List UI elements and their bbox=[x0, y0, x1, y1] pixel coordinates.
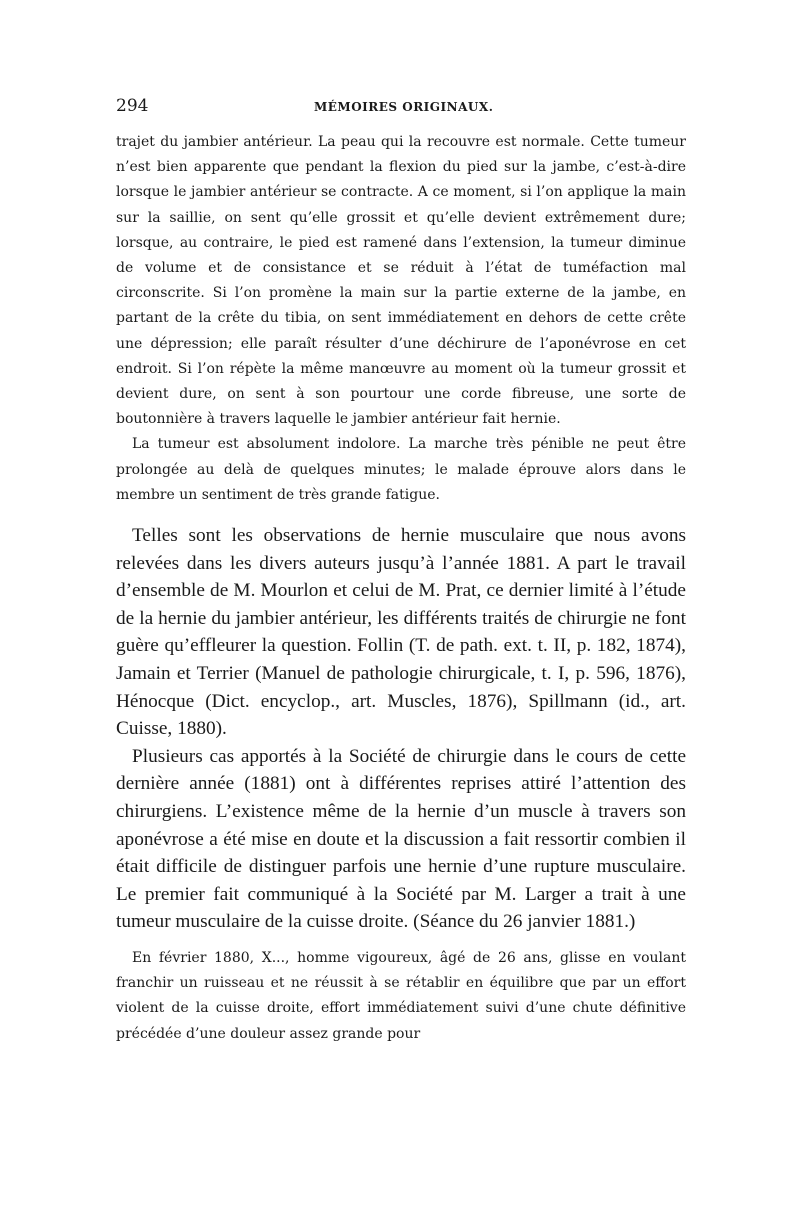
paragraph-case-report: En février 1880, X..., homme vigoureux, âgé de 26 ans, glisse en voulant franchir un ruisseau et ne réussit à se rétablir en équilibre que par un effort violent de la cuisse droite, effort immédiatement suivi d’une chute définitive précédée d’une douleur assez grande pour bbox=[116, 949, 686, 1042]
document-page bbox=[116, 96, 686, 1047]
running-header bbox=[116, 96, 686, 124]
paragraph-societe-chirurgie: Plusieurs cas apportés à la Société de chirurgie dans le cours de cette dernière année (1881) ont à différentes reprises attiré l’attention des chirurgiens. L’existence même de la hernie d’un muscle à travers son aponévrose a été mise en doute et la discussion a fait ressortir combien il était difficile de distinguer parfois une hernie d’une rupture musculaire. Le premier fait communiqué à la Société par M. Larger a trait à une tumeur musculaire de la cuisse droite. (Séance du 26 janvier 1881.) bbox=[116, 745, 686, 933]
paragraph-observations-summary: Telles sont les observations de hernie musculaire que nous avons relevées dans les divers auteurs jusqu’à l’année 1881. A part le travail d’ensemble de M. Mourlon et celui de M. Prat, ce dernier limité à l’étude de la hernie du jambier antérieur, les différents traités de chirurgie ne font guère qu’effleurer la question. Follin (T. de path. ext. t. II, p. 182, 1874), Jamain et Terrier (Manuel de pathologie chirurgicale, t. I, p. 596, 1876), Hénocque (Dict. encyclop., art. Muscles, 1876), Spillmann (id., art. Cuisse, 1880). bbox=[116, 525, 686, 740]
section-title: MÉMOIRES ORIGINAUX. bbox=[314, 100, 494, 114]
paragraph-tumor-indolent: La tumeur est absolument indolore. La marche très pénible ne peut être prolongée au delà de quelques minutes; le malade éprouve alors dans le membre un sentiment de très grande fatigue. bbox=[116, 436, 686, 503]
spacer bbox=[116, 936, 686, 946]
spacer bbox=[116, 508, 686, 522]
paragraph-case-description: trajet du jambier antérieur. La peau qui la recouvre est normale. Cette tumeur n’est bien apparente que pendant la flexion du pied sur la jambe, c’est-à-dire lorsque le jambier antérieur se contracte. A ce moment, si l’on applique la main sur la saillie, on sent qu’elle grossit et qu’elle devient extrêmement dure; lorsque, au contraire, le pied est ramené dans l’extension, la tumeur diminue de volume et de consistance et se réduit à l’état de tuméfaction mal circonscrite. Si l’on promène la main sur la partie externe de la jambe, en partant de la crête du tibia, on sent immédiatement en dehors de cette crête une dépression; elle paraît résulter d’une déchirure de l’aponévrose en cet endroit. Si l’on répète la même manœuvre au moment où la tumeur grossit et devient dure, on sent à son pourtour une corde fibreuse, une sorte de boutonnière à travers laquelle le jambier antérieur fait hernie. bbox=[116, 134, 686, 428]
page-number: 294 bbox=[116, 96, 149, 116]
